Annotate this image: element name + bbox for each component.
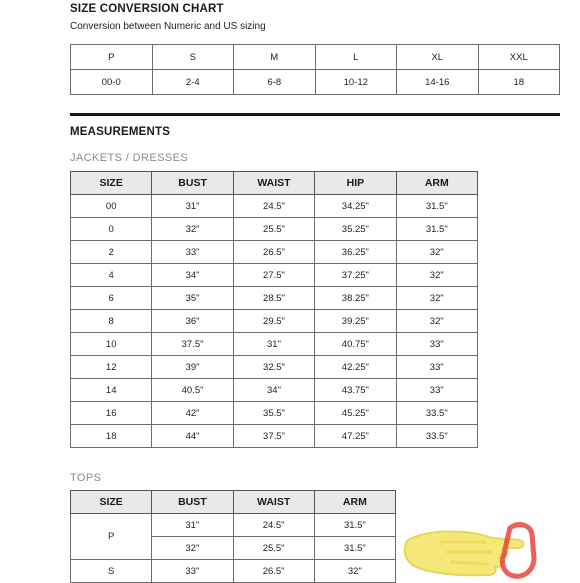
conversion-numeric-cell: 00-0 bbox=[71, 70, 153, 95]
jackets-arm-cell: 31.5" bbox=[396, 218, 477, 241]
jackets-arm-cell: 31.5" bbox=[396, 195, 477, 218]
jackets-bust-cell: 39" bbox=[152, 356, 233, 379]
jackets-hip-cell: 36.25" bbox=[315, 241, 396, 264]
jackets-arm-cell: 33" bbox=[396, 379, 477, 402]
tops-arm-cell: 32" bbox=[314, 560, 395, 583]
jackets-bust-cell: 31" bbox=[152, 195, 233, 218]
jackets-arm-cell: 32" bbox=[396, 264, 477, 287]
jackets-bust-cell: 33" bbox=[152, 241, 233, 264]
table-row bbox=[71, 425, 478, 448]
jackets-size-cell: 8 bbox=[71, 310, 152, 333]
tops-size-cell: P bbox=[71, 514, 152, 560]
conversion-letter-cell: XXL bbox=[478, 45, 560, 70]
tops-size-cell: S bbox=[71, 560, 152, 583]
jackets-waist-cell: 32.5" bbox=[233, 356, 314, 379]
tops-waist-cell: 26.5" bbox=[233, 560, 314, 583]
table-row bbox=[71, 333, 478, 356]
tops-header-arm: ARM bbox=[314, 491, 395, 514]
jackets-size-cell: 12 bbox=[71, 356, 152, 379]
jackets-waist-cell: 27.5" bbox=[233, 264, 314, 287]
jackets-hip-cell: 39.25" bbox=[315, 310, 396, 333]
jackets-size-cell: 00 bbox=[71, 195, 152, 218]
jackets-hip-cell: 47.25" bbox=[315, 425, 396, 448]
jackets-header-arm: ARM bbox=[396, 172, 477, 195]
tops-section-label: TOPS bbox=[70, 472, 102, 484]
jackets-size-cell: 16 bbox=[71, 402, 152, 425]
jackets-waist-cell: 35.5" bbox=[233, 402, 314, 425]
table-row bbox=[71, 218, 478, 241]
tops-bust-cell: 31" bbox=[152, 514, 233, 537]
jackets-section-label: JACKETS / DRESSES bbox=[70, 152, 189, 164]
jackets-arm-cell: 32" bbox=[396, 241, 477, 264]
jackets-header-waist: WAIST bbox=[233, 172, 314, 195]
jackets-header-size: SIZE bbox=[71, 172, 152, 195]
jackets-bust-cell: 44" bbox=[152, 425, 233, 448]
jackets-bust-cell: 42" bbox=[152, 402, 233, 425]
tops-table bbox=[70, 490, 396, 583]
jackets-arm-cell: 33" bbox=[396, 356, 477, 379]
conversion-numeric-cell: 6-8 bbox=[234, 70, 316, 95]
jackets-arm-cell: 32" bbox=[396, 310, 477, 333]
tops-bust-cell: 32" bbox=[152, 537, 233, 560]
jackets-size-cell: 10 bbox=[71, 333, 152, 356]
jackets-hip-cell: 37.25" bbox=[315, 264, 396, 287]
conversion-letter-cell: M bbox=[234, 45, 316, 70]
jackets-waist-cell: 34" bbox=[233, 379, 314, 402]
conversion-numeric-cell: 2-4 bbox=[152, 70, 234, 95]
jackets-size-cell: 0 bbox=[71, 218, 152, 241]
jackets-arm-cell: 33.5" bbox=[396, 425, 477, 448]
pointing-hand-icon bbox=[400, 518, 580, 580]
jackets-waist-cell: 31" bbox=[233, 333, 314, 356]
jackets-waist-cell: 25.5" bbox=[233, 218, 314, 241]
jackets-size-cell: 6 bbox=[71, 287, 152, 310]
jackets-dresses-table bbox=[70, 171, 478, 448]
tops-arm-cell: 31.5" bbox=[314, 537, 395, 560]
tops-header-bust: BUST bbox=[152, 491, 233, 514]
jackets-hip-cell: 35.25" bbox=[315, 218, 396, 241]
conversion-letter-cell: XL bbox=[397, 45, 479, 70]
table-row bbox=[71, 514, 396, 537]
conversion-table bbox=[70, 44, 560, 95]
table-row bbox=[71, 195, 478, 218]
tops-waist-cell: 24.5" bbox=[233, 514, 314, 537]
table-row bbox=[71, 264, 478, 287]
jackets-bust-cell: 40.5" bbox=[152, 379, 233, 402]
jackets-arm-cell: 32" bbox=[396, 287, 477, 310]
jackets-hip-cell: 40.75" bbox=[315, 333, 396, 356]
jackets-header-bust: BUST bbox=[152, 172, 233, 195]
table-row bbox=[71, 379, 478, 402]
jackets-arm-cell: 33" bbox=[396, 333, 477, 356]
jackets-waist-cell: 37.5" bbox=[233, 425, 314, 448]
table-row bbox=[71, 402, 478, 425]
table-row bbox=[71, 560, 396, 583]
tops-header-size: SIZE bbox=[71, 491, 152, 514]
jackets-size-cell: 18 bbox=[71, 425, 152, 448]
jackets-header-hip: HIP bbox=[315, 172, 396, 195]
table-row bbox=[71, 356, 478, 379]
conversion-numeric-cell: 14-16 bbox=[397, 70, 479, 95]
conversion-numeric-cell: 10-12 bbox=[315, 70, 397, 95]
jackets-bust-cell: 35" bbox=[152, 287, 233, 310]
table-row bbox=[71, 310, 478, 333]
tops-header-waist: WAIST bbox=[233, 491, 314, 514]
jackets-waist-cell: 28.5" bbox=[233, 287, 314, 310]
jackets-size-cell: 2 bbox=[71, 241, 152, 264]
conversion-letter-cell: P bbox=[71, 45, 153, 70]
jackets-hip-cell: 42.25" bbox=[315, 356, 396, 379]
jackets-size-cell: 14 bbox=[71, 379, 152, 402]
section-divider bbox=[70, 113, 560, 116]
table-row bbox=[71, 241, 478, 264]
measurements-heading: MEASUREMENTS bbox=[70, 126, 171, 138]
conversion-letter-cell: S bbox=[152, 45, 234, 70]
jackets-waist-cell: 29.5" bbox=[233, 310, 314, 333]
jackets-waist-cell: 26.5" bbox=[233, 241, 314, 264]
jackets-hip-cell: 43.75" bbox=[315, 379, 396, 402]
jackets-bust-cell: 36" bbox=[152, 310, 233, 333]
jackets-arm-cell: 33.5" bbox=[396, 402, 477, 425]
jackets-hip-cell: 34.25" bbox=[315, 195, 396, 218]
jackets-hip-cell: 45.25" bbox=[315, 402, 396, 425]
chart-subtitle: Conversion between Numeric and US sizing bbox=[70, 21, 266, 32]
tops-bust-cell: 33" bbox=[152, 560, 233, 583]
jackets-size-cell: 4 bbox=[71, 264, 152, 287]
jackets-hip-cell: 38.25" bbox=[315, 287, 396, 310]
jackets-bust-cell: 34" bbox=[152, 264, 233, 287]
table-row bbox=[71, 287, 478, 310]
chart-title: SIZE CONVERSION CHART bbox=[70, 3, 224, 15]
tops-arm-cell: 31.5" bbox=[314, 514, 395, 537]
conversion-letter-cell: L bbox=[315, 45, 397, 70]
conversion-numeric-cell: 18 bbox=[478, 70, 560, 95]
jackets-bust-cell: 32" bbox=[152, 218, 233, 241]
jackets-waist-cell: 24.5" bbox=[233, 195, 314, 218]
tops-waist-cell: 25.5" bbox=[233, 537, 314, 560]
jackets-bust-cell: 37.5" bbox=[152, 333, 233, 356]
